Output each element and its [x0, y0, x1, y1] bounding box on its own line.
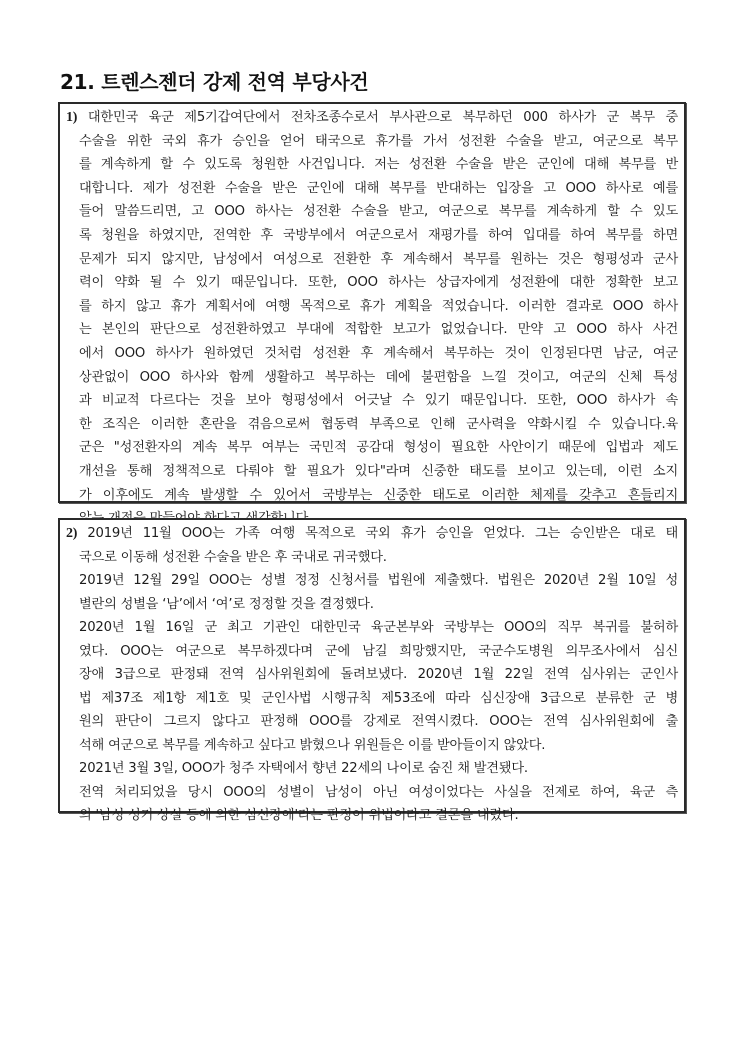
- text-line: 국으로 이동해 성전환 수술을 받은 후 국내로 귀국했다.: [79, 549, 387, 565]
- section-1-line-1: [66, 106, 678, 130]
- text-line: 법 제37조 제1항 제1호 및 군인사법 시행규칙 제53조에 따라 심신장애 3급으로 분류한 군 병: [79, 690, 678, 706]
- text-line: 상관없이 OOO 하사와 함께 생활하고 복무하는 데에 불편함을 느낄 것이고, 여군의 신체 특성: [79, 369, 678, 385]
- text-line: 개선을 통해 정책적으로 다뤄야 할 필요가 있다"라며 신중한 태도를 보이고 있는데, 이런 소지: [79, 464, 678, 479]
- text-line: 과 비교적 다르다는 것을 보아 형평성에서 어긋날 수 있기 때문입니다. 또한, OOO 하사가 속: [79, 393, 678, 409]
- section-2-line-1: [66, 522, 678, 546]
- text-line: 2021년 3월 3일, OOO가 청주 자택에서 향년 22세의 나이로 숨진 채 발견됐다.: [79, 761, 528, 776]
- section-2-number: 2): [66, 526, 78, 541]
- text-line: 대합니다. 제가 성전환 수술을 받은 군인에 대해 복무를 반대하는 입장을 고 OOO 하사로 예를: [79, 180, 678, 196]
- text-line: 력이 약화 될 수 있기 때문입니다. 또한, OOO 하사는 상급자에게 성전환에 대한 정확한 보고: [79, 275, 678, 291]
- text-line: 2019년 11월 OOO는 가족 여행 목적으로 국외 휴가 승인을 얻었다. 그는 승인받은 대로 태: [87, 526, 678, 541]
- text-line: 를 계속하게 할 수 있도록 청원한 사건입니다. 저는 성전환 수술을 받은 군인에 대해 복무를 반: [79, 157, 678, 173]
- text-line: 를 하지 않고 휴가 계획서에 여행 목적으로 휴가 계획을 적었습니다. 이러한 결과로 OOO 하사: [79, 298, 678, 314]
- text-line: 2019년 12월 29일 OOO는 성별 정정 신청서를 법원에 제출했다. 법원은 2020년 2월 10일 성: [79, 573, 678, 588]
- section-2-box: [58, 518, 686, 823]
- section-1-box: [58, 102, 686, 503]
- text-line: 는 본인의 판단으로 성전환하였고 부대에 적합한 보고가 없었습니다. 만약 고 OOO 하사 사건: [79, 322, 678, 338]
- text-line: 장애 3급으로 판정돼 전역 심사위원회에 돌려보냈다. 2020년 1월 22일 전역 심사위는 군인사: [79, 667, 678, 682]
- text-line: 에서 OOO 하사가 원하였던 것처럼 성전환 후 계속해서 복무하는 것이 인정된다면 남군, 여군: [79, 346, 678, 361]
- text-line: 석해 여군으로 복무를 계속하고 싶다고 밝혔으나 위원들은 이를 받아들이지 않았다.: [79, 737, 546, 753]
- text-line: 별란의 성별을 ‘남’에서 ‘여’로 정정할 것을 결정했다.: [79, 596, 374, 612]
- text-line: 가 이후에도 계속 발생할 수 있어서 국방부는 신중한 태도로 이러한 체제를 갖추고 흔들리지: [79, 487, 678, 503]
- text-line: 한 조직은 이러한 혼란을 겪음으로써 협동력 부족으로 인해 군사력을 약화시킬 수 있습니다.육: [79, 416, 678, 432]
- page-title: 21. 트렌스젠더 강제 전역 부당사건: [60, 70, 369, 94]
- text-line: 들어 말씀드리면, 고 OOO 하사는 성전환 수술을 받고, 여군으로 복무를 계속하게 할 수 있도: [79, 204, 678, 220]
- text-line: 전역 처리되었을 당시 OOO의 성별이 남성이 아닌 여성이었다는 사실을 전제로 하여, 육군 측: [79, 784, 678, 800]
- text-line: 록 청원을 하였지만, 전역한 후 국방부에서 여군으로서 재평가를 하여 입대를 하여 복무를 하면: [79, 228, 678, 243]
- text-line: 군은 "성전환자의 계속 복무 여부는 국민적 공감대 형성이 필요한 사안이기 때문에 입법과 제도: [79, 440, 678, 456]
- text-line: 2020년 1월 16일 군 최고 기관인 대한민국 육군본부와 국방부는 OOO의 직무 복귀를 불허하: [79, 620, 678, 635]
- section-1-number: 1): [66, 110, 78, 125]
- text-line: 대한민국 육군 제5기갑여단에서 전차조종수로서 부사관으로 복무하던 000 하사가 군 복무 중: [87, 110, 678, 125]
- text-line: 의 '남성 성기 상실 등에 의한 심신장애'라는 판정이 위법이라고 결론을 내렸다.: [79, 808, 519, 823]
- text-line: 문제가 되지 않지만, 남성에서 여성으로 전환한 후 계속해서 복무를 원하는 것은 형평성과 군사: [79, 251, 678, 267]
- text-line: 원의 판단이 그르지 않다고 판정해 OOO를 강제로 전역시켰다. OOO는 전역 심사위원회에 출: [79, 714, 678, 729]
- text-line: 수술을 위한 국외 휴가 승인을 얻어 태국으로 휴가를 가서 성전환 수술을 받고, 여군으로 복무: [79, 133, 678, 149]
- text-line: 였다. OOO는 여군으로 복무하겠다며 군에 남길 희망했지만, 국군수도병원 의무조사에서 심신: [79, 643, 678, 659]
